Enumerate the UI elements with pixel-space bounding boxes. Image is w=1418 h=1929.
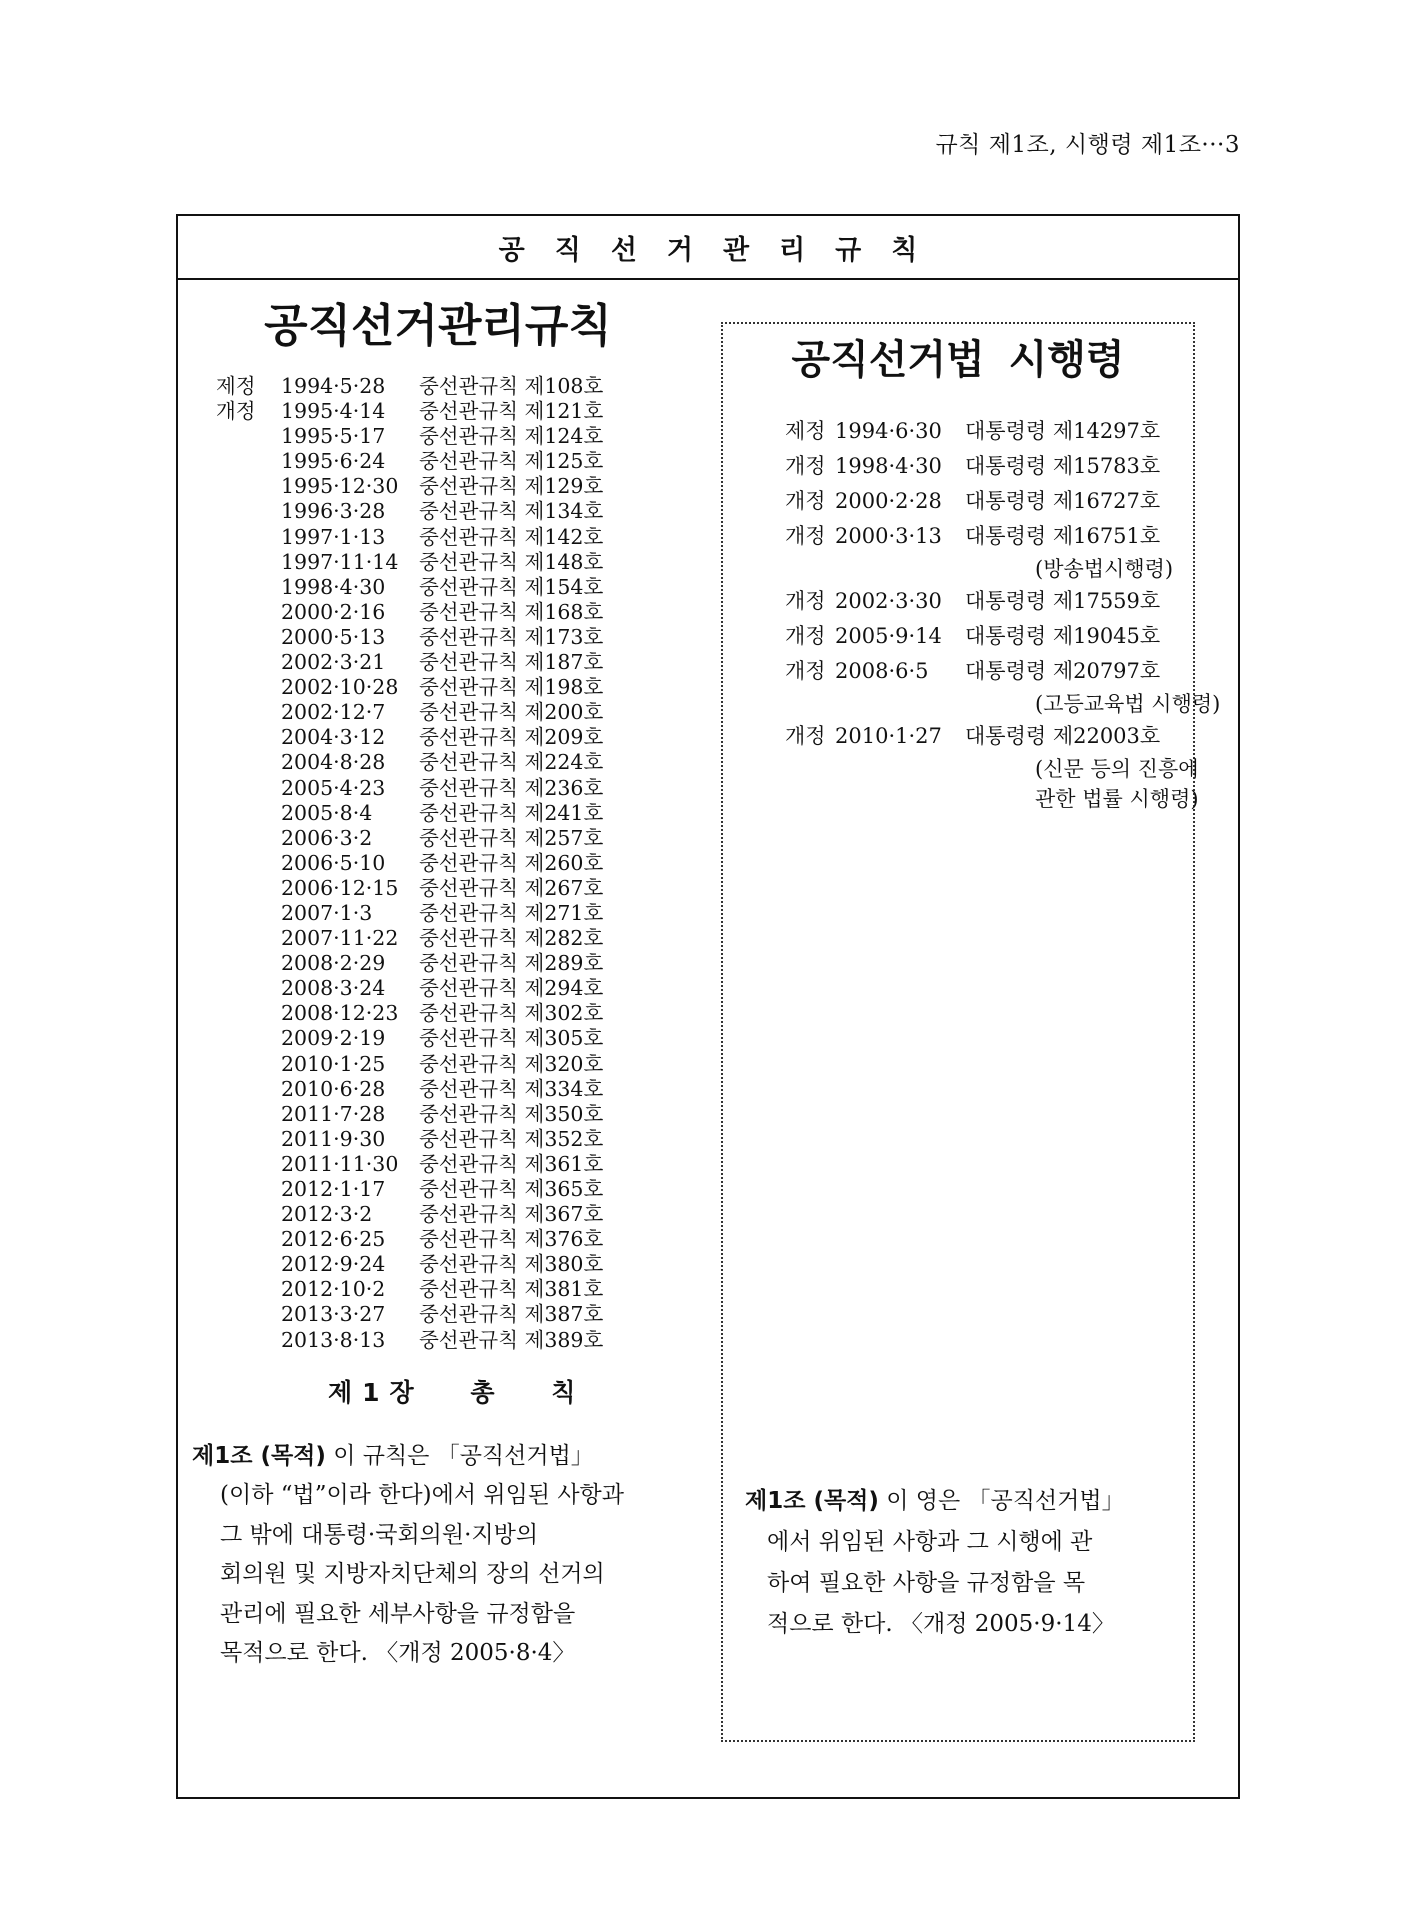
history-date: 2011·9·30 <box>281 1126 386 1151</box>
history-kind <box>198 725 281 750</box>
decree-kind: 개정 <box>785 489 826 513</box>
history-row <box>198 926 678 951</box>
decree-kind: 제정 <box>785 419 826 443</box>
decree-date: 2005·9·14 <box>835 624 942 648</box>
decree-kind: 개정 <box>785 724 826 748</box>
history-date: 2008·2·29 <box>281 951 386 976</box>
history-row <box>198 374 678 399</box>
history-date: 2006·3·2 <box>281 825 373 850</box>
decree-row <box>785 654 1193 689</box>
history-ref: 중선관규칙 제367호 <box>419 1202 604 1227</box>
history-ref: 중선관규칙 제361호 <box>419 1151 604 1176</box>
history-row <box>198 1001 678 1026</box>
history-row <box>198 750 678 775</box>
history-kind <box>198 1227 281 1252</box>
history-ref: 중선관규칙 제289호 <box>419 951 604 976</box>
rules-title: 공직선거관리규칙 <box>264 299 612 352</box>
history-row <box>198 1177 678 1202</box>
article-heading: 제1조 (목적) <box>192 1442 326 1469</box>
history-kind <box>198 1202 281 1227</box>
decree-box <box>721 322 1221 1742</box>
history-date: 2002·12·7 <box>281 700 386 725</box>
decree-ref: 대통령령 제15783호 <box>965 454 1161 478</box>
history-row <box>198 1227 678 1252</box>
history-kind <box>198 1077 281 1102</box>
decree-ref: 대통령령 제16751호 <box>965 524 1161 548</box>
history-kind <box>198 976 281 1001</box>
history-date: 2000·2·16 <box>281 599 386 624</box>
history-date: 1997·11·14 <box>281 549 399 574</box>
history-date: 1995·4·14 <box>281 399 386 424</box>
history-row <box>198 600 678 625</box>
decree-date: 2000·2·28 <box>835 489 942 513</box>
history-kind <box>198 876 281 901</box>
history-row <box>198 1026 678 1051</box>
history-kind <box>198 1052 281 1077</box>
decree-article-1 <box>745 1481 1175 1645</box>
history-kind <box>198 525 281 550</box>
history-kind <box>198 1127 281 1152</box>
history-ref: 중선관규칙 제381호 <box>419 1277 604 1302</box>
history-ref: 중선관규칙 제320호 <box>419 1051 604 1076</box>
rules-history-list <box>198 374 678 1353</box>
history-kind <box>198 901 281 926</box>
history-date: 2005·4·23 <box>281 775 386 800</box>
history-kind <box>198 951 281 976</box>
history-ref: 중선관규칙 제129호 <box>419 474 604 499</box>
history-row <box>198 851 678 876</box>
history-kind <box>198 424 281 449</box>
history-kind <box>198 474 281 499</box>
chapter-heading: 제1장 총 칙 <box>328 1377 586 1407</box>
history-ref: 중선관규칙 제241호 <box>419 800 604 825</box>
history-date: 2006·12·15 <box>281 875 399 900</box>
history-kind <box>198 1026 281 1051</box>
history-ref: 중선관규칙 제134호 <box>419 499 604 524</box>
history-kind <box>198 1302 281 1327</box>
decree-date: 2008·6·5 <box>835 659 929 683</box>
history-ref: 중선관규칙 제257호 <box>419 825 604 850</box>
history-row <box>198 801 678 826</box>
history-kind <box>198 1328 281 1353</box>
history-kind <box>198 499 281 524</box>
history-ref: 중선관규칙 제387호 <box>419 1302 604 1327</box>
history-date: 2009·2·19 <box>281 1026 386 1051</box>
history-kind <box>198 600 281 625</box>
history-kind: 개정 <box>216 399 256 424</box>
history-row <box>198 550 678 575</box>
rules-column <box>192 296 678 1674</box>
history-ref: 중선관규칙 제305호 <box>419 1026 604 1051</box>
decree-date: 2000·3·13 <box>835 524 942 548</box>
decree-date: 2010·1·27 <box>835 724 942 748</box>
history-ref: 중선관규칙 제200호 <box>419 700 604 725</box>
history-kind <box>198 650 281 675</box>
decree-kind: 개정 <box>785 624 826 648</box>
history-date: 2012·3·2 <box>281 1202 373 1227</box>
history-ref: 중선관규칙 제236호 <box>419 775 604 800</box>
history-ref: 중선관규칙 제352호 <box>419 1126 604 1151</box>
decree-date: 1994·6·30 <box>835 419 942 443</box>
decree-row <box>785 719 1193 754</box>
history-kind <box>198 851 281 876</box>
history-row <box>198 525 678 550</box>
decree-ref: 대통령령 제16727호 <box>965 489 1161 513</box>
history-row <box>198 901 678 926</box>
history-row <box>198 474 678 499</box>
history-kind <box>198 1252 281 1277</box>
history-ref: 중선관규칙 제282호 <box>419 926 604 951</box>
article-line: 관리에 필요한 세부사항을 규정함을 <box>220 1600 576 1627</box>
history-row <box>198 1277 678 1302</box>
history-kind <box>198 1102 281 1127</box>
history-ref: 중선관규칙 제108호 <box>419 374 604 398</box>
article-text: 이 영은 「공직선거법」 <box>878 1488 1125 1514</box>
history-row <box>198 1052 678 1077</box>
history-date: 1995·5·17 <box>281 424 386 449</box>
history-ref: 중선관규칙 제389호 <box>419 1327 604 1352</box>
decree-title: 공직선거법 시행령 <box>791 337 1125 383</box>
article-body <box>192 1476 682 1674</box>
history-date: 1996·3·28 <box>281 499 386 524</box>
history-date: 2005·8·4 <box>281 800 373 825</box>
history-ref: 중선관규칙 제267호 <box>419 875 604 900</box>
history-date: 2012·10·2 <box>281 1277 386 1302</box>
decree-kind: 개정 <box>785 659 826 683</box>
history-kind <box>198 926 281 951</box>
history-row <box>198 424 678 449</box>
decree-note: 관한 법률 시행령) <box>1035 787 1199 811</box>
rules-article-1 <box>192 1437 682 1674</box>
history-date: 2012·6·25 <box>281 1227 386 1252</box>
decree-row <box>785 619 1193 654</box>
history-date: 2002·10·28 <box>281 675 399 700</box>
history-row <box>198 700 678 725</box>
article-body <box>745 1522 1175 1645</box>
article-heading: 제1조 (목적) <box>745 1488 879 1514</box>
history-date: 2004·8·28 <box>281 750 386 775</box>
decree-note: (방송법시행령) <box>1035 557 1174 581</box>
history-row <box>198 675 678 700</box>
history-row <box>198 776 678 801</box>
decree-date: 2002·3·30 <box>835 589 942 613</box>
history-ref: 중선관규칙 제334호 <box>419 1076 604 1101</box>
history-row <box>198 1202 678 1227</box>
history-date: 2011·11·30 <box>281 1151 399 1176</box>
decree-row <box>785 414 1193 449</box>
history-row <box>198 876 678 901</box>
article-line: 회의원 및 지방자치단체의 장의 선거의 <box>220 1561 605 1588</box>
history-row <box>198 449 678 474</box>
history-row <box>198 1077 678 1102</box>
decree-ref: 대통령령 제19045호 <box>965 624 1161 648</box>
history-row <box>198 499 678 524</box>
decree-row <box>785 584 1193 619</box>
history-row <box>198 1102 678 1127</box>
history-ref: 중선관규칙 제350호 <box>419 1101 604 1126</box>
history-kind <box>198 449 281 474</box>
decree-ref: 대통령령 제20797호 <box>965 659 1161 683</box>
decree-note: (신문 등의 진흥에 <box>1035 757 1199 781</box>
article-first-line <box>745 1488 1125 1514</box>
history-date: 2006·5·10 <box>281 850 386 875</box>
history-date: 2012·9·24 <box>281 1252 386 1277</box>
history-kind <box>198 675 281 700</box>
history-ref: 중선관규칙 제173호 <box>419 624 604 649</box>
history-ref: 중선관규칙 제124호 <box>419 424 604 449</box>
history-ref: 중선관규칙 제125호 <box>419 449 604 474</box>
history-ref: 중선관규칙 제121호 <box>419 399 604 424</box>
history-date: 2002·3·21 <box>281 650 386 675</box>
history-kind <box>198 1152 281 1177</box>
history-row <box>198 826 678 851</box>
history-row <box>198 399 678 424</box>
history-kind <box>198 1277 281 1302</box>
decree-ref: 대통령령 제17559호 <box>965 589 1161 613</box>
history-kind <box>198 826 281 851</box>
history-date: 1994·5·28 <box>281 374 386 398</box>
decree-kind: 개정 <box>785 524 826 548</box>
history-ref: 중선관규칙 제302호 <box>419 1001 604 1026</box>
history-row <box>198 1302 678 1327</box>
history-ref: 중선관규칙 제142호 <box>419 524 604 549</box>
decree-history-list <box>785 414 1221 814</box>
history-row <box>198 1328 678 1353</box>
history-ref: 중선관규칙 제380호 <box>419 1252 604 1277</box>
history-date: 1998·4·30 <box>281 574 386 599</box>
history-date: 2000·5·13 <box>281 624 386 649</box>
decree-ref: 대통령령 제14297호 <box>965 419 1161 443</box>
frame-header: 공직선거관리규칙 <box>178 216 1238 280</box>
history-row <box>198 625 678 650</box>
history-date: 2008·3·24 <box>281 976 386 1001</box>
history-row <box>198 1252 678 1277</box>
article-line: 목적으로 한다. 〈개정 2005·8·4〉 <box>220 1640 576 1667</box>
history-date: 2013·3·27 <box>281 1302 386 1327</box>
history-row <box>198 575 678 600</box>
history-ref: 중선관규칙 제209호 <box>419 725 604 750</box>
article-line: 에서 위임된 사항과 그 시행에 관 <box>767 1529 1093 1555</box>
decree-kind: 개정 <box>785 454 826 478</box>
history-row <box>198 725 678 750</box>
history-kind <box>198 1177 281 1202</box>
history-ref: 중선관규칙 제187호 <box>419 650 604 675</box>
history-ref: 중선관규칙 제198호 <box>419 675 604 700</box>
decree-row <box>785 484 1193 519</box>
history-kind <box>198 575 281 600</box>
history-date: 2010·6·28 <box>281 1076 386 1101</box>
running-head: 규칙 제1조, 시행령 제1조···3 <box>935 132 1240 158</box>
history-ref: 중선관규칙 제365호 <box>419 1177 604 1201</box>
history-date: 2012·1·17 <box>281 1177 386 1201</box>
history-date: 1995·12·30 <box>281 474 399 499</box>
history-date: 2013·8·13 <box>281 1327 386 1352</box>
history-ref: 중선관규칙 제271호 <box>419 900 604 925</box>
history-ref: 중선관규칙 제148호 <box>419 549 604 574</box>
article-line: 하여 필요한 사항을 규정함을 목 <box>767 1570 1086 1596</box>
decree-date: 1998·4·30 <box>835 454 942 478</box>
history-date: 2008·12·23 <box>281 1001 399 1026</box>
history-date: 2010·1·25 <box>281 1051 386 1076</box>
history-ref: 중선관규칙 제260호 <box>419 850 604 875</box>
decree-note: (고등교육법 시행령) <box>1035 692 1221 716</box>
article-line: 그 밖에 대통령·국회의원·지방의 <box>220 1521 539 1548</box>
history-row <box>198 951 678 976</box>
history-ref: 중선관규칙 제168호 <box>419 599 604 624</box>
history-kind <box>198 550 281 575</box>
document-frame <box>176 214 1240 1799</box>
history-ref: 중선관규칙 제376호 <box>419 1227 604 1252</box>
history-date: 1997·1·13 <box>281 524 386 549</box>
history-ref: 중선관규칙 제294호 <box>419 976 604 1001</box>
history-row <box>198 1152 678 1177</box>
history-date: 2004·3·12 <box>281 725 386 750</box>
history-kind <box>198 700 281 725</box>
article-text: 이 규칙은 「공직선거법」 <box>325 1442 594 1469</box>
history-row <box>198 976 678 1001</box>
article-line: (이하 “법”이라 한다)에서 위임된 사항과 <box>220 1482 624 1509</box>
history-row <box>198 650 678 675</box>
history-kind <box>198 801 281 826</box>
history-date: 2007·1·3 <box>281 900 373 925</box>
history-date: 2007·11·22 <box>281 926 399 951</box>
decree-row <box>785 449 1193 484</box>
decree-ref: 대통령령 제22003호 <box>965 724 1161 748</box>
history-kind: 제정 <box>216 374 256 398</box>
history-ref: 중선관규칙 제154호 <box>419 574 604 599</box>
article-first-line <box>192 1437 682 1477</box>
history-ref: 중선관규칙 제224호 <box>419 750 604 775</box>
history-date: 2011·7·28 <box>281 1101 386 1126</box>
history-kind <box>198 625 281 650</box>
history-kind <box>198 750 281 775</box>
history-kind <box>198 776 281 801</box>
history-kind <box>198 1001 281 1026</box>
article-line: 적으로 한다. 〈개정 2005·9·14〉 <box>767 1611 1115 1637</box>
decree-row <box>785 519 1193 554</box>
history-date: 1995·6·24 <box>281 449 386 474</box>
decree-kind: 개정 <box>785 589 826 613</box>
history-row <box>198 1127 678 1152</box>
